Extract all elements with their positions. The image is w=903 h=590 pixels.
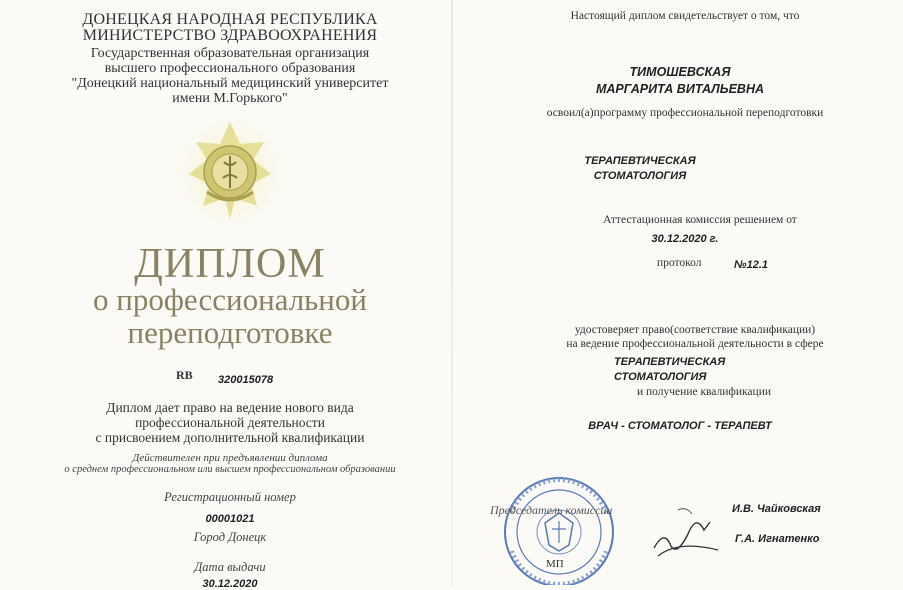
program-completed-text: освоил(а)программу профессиональной переподготовки bbox=[546, 107, 824, 119]
qualification-value: ВРАЧ - СТОМАТОЛОГ - ТЕРАПЕВТ bbox=[588, 420, 772, 432]
org-line-1: Государственная образовательная организация bbox=[90, 46, 370, 61]
issue-date: 30.12.2020 bbox=[202, 578, 258, 590]
qualification-label: и получение квалификации bbox=[637, 386, 771, 398]
issue-label: Дата выдачи bbox=[194, 560, 266, 574]
commission-date: 30.12.2020 г. bbox=[651, 233, 719, 245]
program-line-2: СТОМАТОЛОГИЯ bbox=[593, 170, 687, 182]
certifies-line-1: удостоверяет право(соответствие квалификации) bbox=[574, 324, 816, 336]
university-emblem-icon bbox=[165, 108, 295, 236]
registration-number: 00001021 bbox=[205, 513, 255, 525]
intro-text: Настоящий диплом свидетельствует о том, что bbox=[570, 10, 800, 22]
org-line-3: "Донецкий национальный медицинский университет bbox=[71, 76, 389, 91]
sphere-line-1: ТЕРАПЕВТИЧЕСКАЯ bbox=[614, 356, 726, 368]
header-line-2: МИНИСТЕРСТВО ЗДРАВООХРАНЕНИЯ bbox=[82, 27, 378, 44]
diploma-number: 320015078 bbox=[218, 374, 274, 386]
director-name: Г.А. Игнатенко bbox=[735, 533, 820, 545]
subtitle-line-2: переподготовке bbox=[127, 315, 333, 350]
registration-label: Регистрационный номер bbox=[164, 490, 296, 504]
seal-label: МП bbox=[546, 558, 564, 570]
sphere-line-2: СТОМАТОЛОГИЯ bbox=[614, 371, 707, 383]
protocol-number: №12.1 bbox=[734, 259, 769, 271]
holder-surname: ТИМОШЕВСКАЯ bbox=[629, 65, 731, 79]
org-line-2: высшего профессионального образования bbox=[104, 61, 356, 76]
rights-line-3: с присвоением дополнительной квалификации bbox=[95, 430, 365, 445]
protocol-label: протокол bbox=[657, 257, 702, 269]
chair-name: И.В. Чайковская bbox=[732, 503, 821, 515]
chair-label: Председатель комиссии bbox=[490, 503, 613, 517]
program-line-1: ТЕРАПЕВТИЧЕСКАЯ bbox=[584, 155, 696, 167]
diploma-series: RB bbox=[176, 368, 193, 382]
page-spine bbox=[451, 0, 453, 585]
header-line-1: ДОНЕЦКАЯ НАРОДНАЯ РЕСПУБЛИКА bbox=[82, 11, 378, 28]
signature-icon bbox=[648, 500, 728, 560]
rights-line-1: Диплом дает право на ведение нового вида bbox=[106, 400, 354, 415]
org-line-4: имени М.Горького" bbox=[172, 91, 288, 106]
subtitle-line-1: о профессиональной bbox=[93, 282, 367, 317]
city: Город Донецк bbox=[193, 530, 267, 544]
holder-given-names: МАРГАРИТА ВИТАЛЬЕВНА bbox=[595, 82, 765, 96]
commission-text: Аттестационная комиссия решением от bbox=[603, 214, 797, 226]
certifies-line-2: на ведение профессиональной деятельности в сфере bbox=[566, 338, 824, 350]
validity-line-1: Действителен при предъявлении диплома bbox=[132, 452, 328, 464]
diploma-title: ДИПЛОМ bbox=[134, 241, 326, 287]
rights-line-2: профессиональной деятельности bbox=[135, 415, 325, 430]
validity-line-2: о среднем профессиональном или высшем профессиональном образовании bbox=[64, 464, 396, 475]
